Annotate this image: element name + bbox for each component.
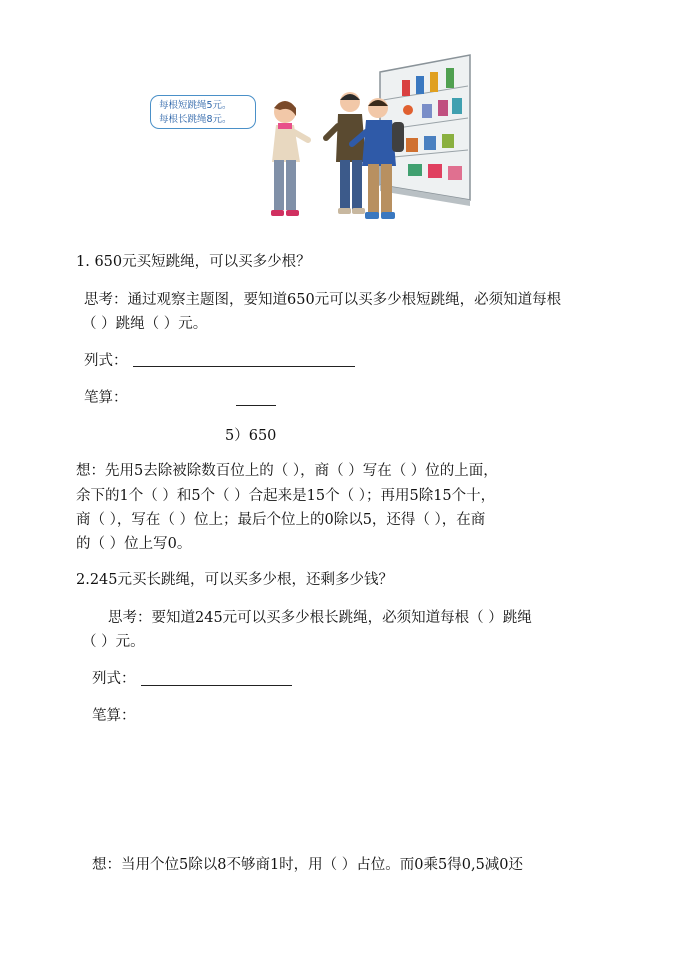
q2-think-line-2: （ ）元。 — [82, 634, 145, 650]
q1-title: 1. 650元买短跳绳，可以买多少根？ — [76, 254, 311, 270]
q1-think-line-2: （ ）跳绳（ ）元。 — [82, 316, 208, 332]
speech-bubble — [150, 95, 256, 129]
theme-illustration — [140, 50, 480, 232]
q1-think-line-1: 思考：通过观察主题图，要知道650元可以买多少根短跳绳，必须知道每根 — [84, 292, 562, 308]
q1-formula-blank[interactable] — [133, 366, 355, 367]
q1-formula-label: 列式： — [84, 353, 128, 369]
q1-calc-label: 笔算： — [84, 390, 128, 406]
shop-scene-image — [140, 50, 480, 232]
bubble-line-2: 每根长跳绳8元。 — [159, 114, 232, 125]
bubble-line-1: 每根短跳绳5元。 — [159, 100, 232, 111]
q1-quotient-line — [236, 405, 276, 406]
q1-explain-line-4: 的（ ）位上写0。 — [76, 536, 192, 552]
q1-explain-line-2: 余下的1个（ ）和5个（ ）合起来是15个（ ）；再用5除15个十， — [76, 488, 496, 504]
q2-think-line-1: 思考：要知道245元可以买多少根长跳绳，必须知道每根（ ）跳绳 — [108, 610, 532, 626]
q1-explain-line-1: 想：先用5去除被除数百位上的（ ），商（ ）写在（ ）位的上面， — [76, 463, 498, 479]
q2-explain-line-1: 想：当用个位5除以8不够商1时，用（ ）占位。而0乘5得0,5减0还 — [92, 857, 524, 873]
q2-formula-blank[interactable] — [141, 685, 292, 686]
q1-explain-line-3: 商（ ），写在（ ）位上；最后个位上的0除以5，还得（ ），在商 — [76, 512, 486, 528]
q2-title: 2.245元买长跳绳，可以买多少根，还剩多少钱？ — [76, 572, 394, 588]
q1-long-division: 5）650 — [225, 428, 277, 444]
q2-formula-label: 列式： — [92, 671, 136, 687]
q2-calc-label: 笔算： — [92, 708, 136, 724]
